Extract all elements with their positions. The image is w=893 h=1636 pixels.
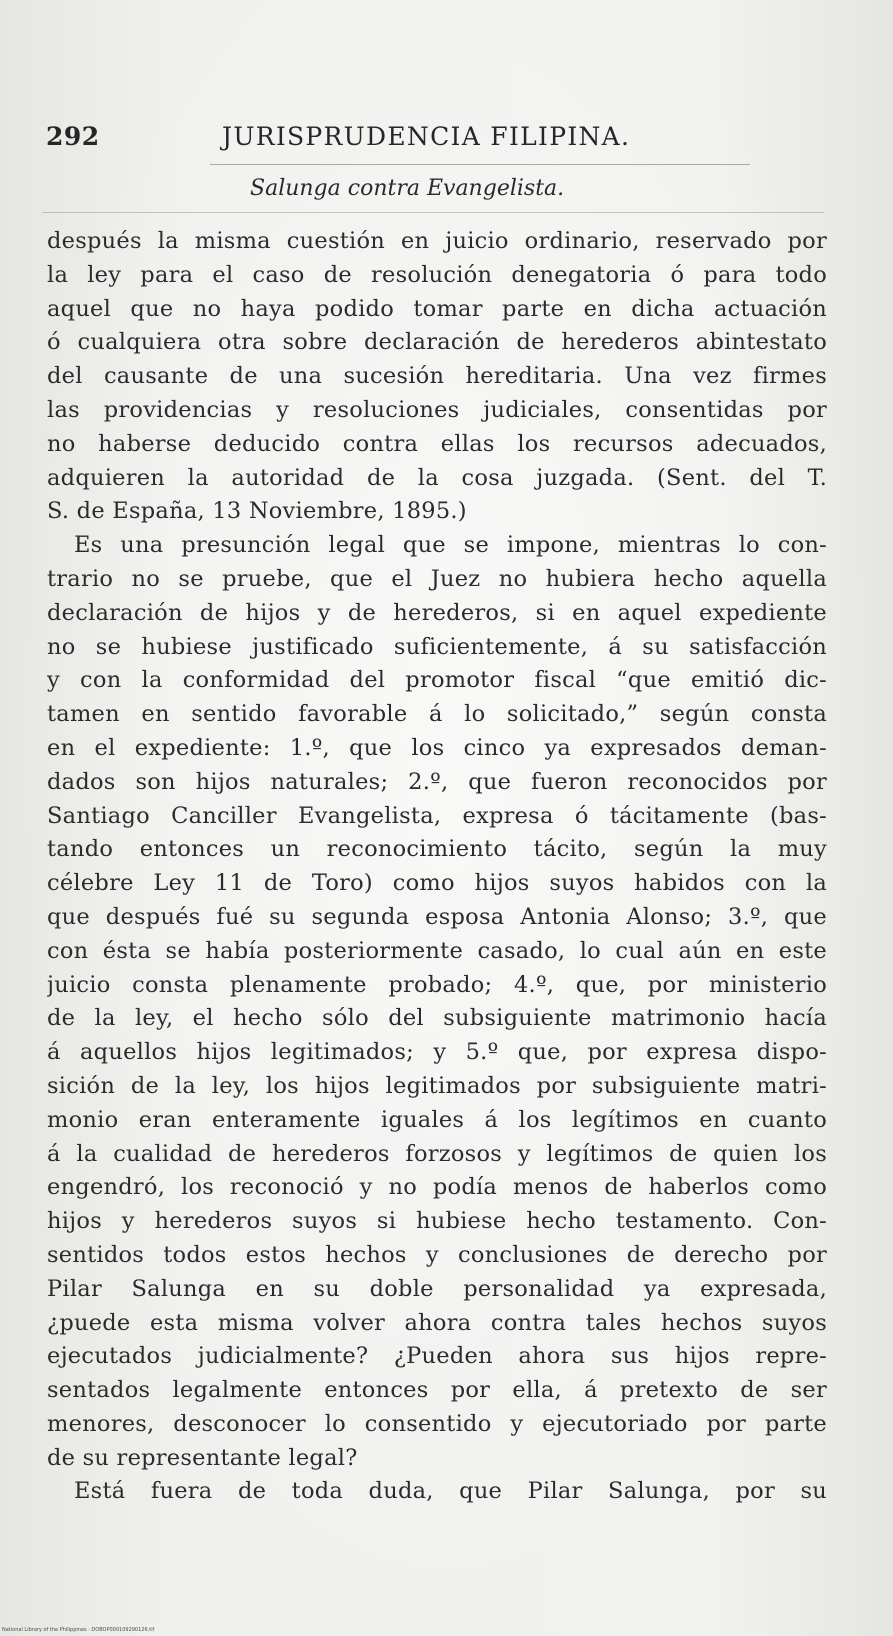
text-line: Pilar Salunga en su doble personalidad ya expresada, bbox=[47, 1275, 827, 1302]
text-line: monio eran enteramente iguales á los legítimos en cuanto bbox=[47, 1106, 827, 1133]
text-line: á aquellos hijos legitimados; y 5.º que, por expresa dispo- bbox=[47, 1039, 827, 1066]
page-header bbox=[46, 122, 786, 162]
text-line: adquieren la autoridad de la cosa juzgada. (Sent. del T. bbox=[47, 464, 827, 491]
text-line: y con la conformidad del promotor fiscal “que emitió dic- bbox=[47, 667, 827, 694]
page-number: 292 bbox=[46, 122, 100, 151]
text-line: que después fué su segunda esposa Antonia Alonso; 3.º, que bbox=[47, 903, 827, 930]
header-rule bbox=[210, 164, 750, 165]
text-line: no haberse deducido contra ellas los recursos adecuados, bbox=[47, 430, 827, 457]
running-title: JURISPRUDENCIA FILIPINA. bbox=[222, 122, 631, 151]
text-line: juicio consta plenamente probado; 4.º, que, por ministerio bbox=[47, 971, 827, 998]
text-line: sentidos todos estos hechos y conclusiones de derecho por bbox=[47, 1241, 827, 1268]
case-title: Salunga contra Evangelista. bbox=[250, 176, 565, 201]
text-line: en el expediente: 1.º, que los cinco ya expresados deman- bbox=[47, 734, 827, 761]
text-line: engendró, los reconoció y no podía menos de haberlos como bbox=[47, 1174, 827, 1201]
text-line: Santiago Canciller Evangelista, expresa ó tácitamente (bas- bbox=[47, 802, 827, 829]
text-line: célebre Ley 11 de Toro) como hijos suyos habidos con la bbox=[47, 870, 827, 897]
text-line: sentados legalmente entonces por ella, á pretexto de ser bbox=[47, 1377, 827, 1404]
text-line: sición de la ley, los hijos legitimados por subsiguiente matri- bbox=[47, 1072, 827, 1099]
text-line: trario no se pruebe, que el Juez no hubiera hecho aquella bbox=[47, 565, 827, 592]
text-line: á la cualidad de herederos forzosos y legítimos de quien los bbox=[47, 1140, 827, 1167]
text-line: la ley para el caso de resolución denegatoria ó para todo bbox=[47, 261, 827, 288]
body-text bbox=[47, 225, 827, 1509]
text-line: no se hubiese justificado suficientemente, á su satisfacción bbox=[47, 633, 827, 660]
text-line: ó cualquiera otra sobre declaración de herederos abintestato bbox=[47, 329, 827, 356]
text-line: Es una presunción legal que se impone, mientras lo con- bbox=[74, 532, 827, 559]
text-line: S. de España, 13 Noviembre, 1895.) bbox=[47, 498, 467, 525]
text-line: con ésta se había posteriormente casado, lo cual aún en este bbox=[47, 937, 827, 964]
text-line: dados son hijos naturales; 2.º, que fueron reconocidos por bbox=[47, 768, 827, 795]
text-line: ejecutados judicialmente? ¿Pueden ahora sus hijos repre- bbox=[47, 1343, 827, 1370]
scan-credit: National Library of the Philippines · DOBOP000109290126.tif bbox=[2, 1627, 155, 1633]
text-line: las providencias y resoluciones judiciales, consentidas por bbox=[47, 396, 827, 423]
text-line: Está fuera de toda duda, que Pilar Salunga, por su bbox=[74, 1478, 827, 1505]
text-line: tamen en sentido favorable á lo solicitado,” según consta bbox=[47, 701, 827, 728]
text-line: del causante de una sucesión hereditaria. Una vez firmes bbox=[47, 363, 827, 390]
text-line: tando entonces un reconocimiento tácito, según la muy bbox=[47, 836, 827, 863]
text-line: de la ley, el hecho sólo del subsiguiente matrimonio hacía bbox=[47, 1005, 827, 1032]
text-line: después la misma cuestión en juicio ordinario, reservado por bbox=[47, 228, 827, 254]
text-line: menores, desconocer lo consentido y ejecutoriado por parte bbox=[47, 1410, 827, 1437]
text-line: ¿puede esta misma volver ahora contra tales hechos suyos bbox=[47, 1309, 827, 1336]
text-line: hijos y herederos suyos si hubiese hecho testamento. Con- bbox=[47, 1208, 827, 1235]
text-line: de su representante legal? bbox=[47, 1444, 358, 1471]
case-title-rule bbox=[42, 212, 824, 213]
text-line: declaración de hijos y de herederos, si en aquel expediente bbox=[47, 599, 827, 626]
text-line: aquel que no haya podido tomar parte en dicha actuación bbox=[47, 295, 827, 322]
